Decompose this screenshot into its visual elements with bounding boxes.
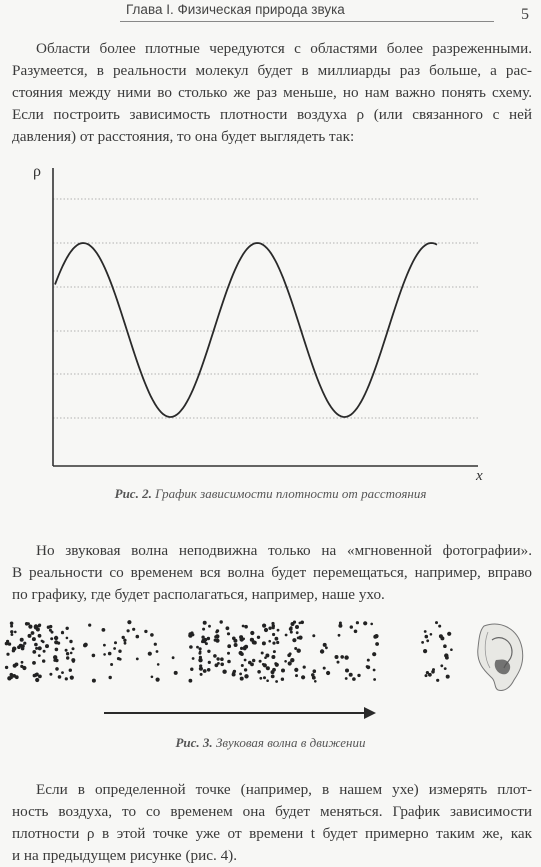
air-molecule-dot (227, 652, 230, 655)
air-molecule-dot (102, 628, 106, 632)
air-molecule-dot (35, 647, 38, 650)
air-molecule-dot (268, 627, 271, 630)
air-molecule-dot (157, 663, 160, 666)
air-molecule-dot (32, 637, 36, 641)
air-molecule-dot (119, 658, 122, 661)
air-molecule-dot (281, 678, 284, 681)
air-molecule-dot (261, 652, 264, 655)
air-molecule-dot (435, 621, 438, 624)
air-molecule-dot (356, 621, 359, 624)
air-molecule-dot (290, 658, 294, 662)
paragraph-line: и на предыдущем рисунке (рис. 4). (12, 847, 238, 864)
air-molecule-dot (271, 622, 274, 625)
caption-text: График зависимости плотности от расстояния (155, 486, 427, 501)
air-molecule-dot (27, 622, 30, 625)
air-molecule-dot (357, 674, 360, 677)
paragraph-line: давления) от расстояния, то она будет выглядеть так: (12, 128, 355, 145)
air-molecule-dot (174, 671, 178, 675)
air-molecule-dot (144, 630, 147, 633)
air-molecule-dot (103, 653, 106, 656)
air-molecule-dot (227, 632, 230, 635)
paragraph-line: В реальности со временем вся волна будет перемещаться, например, вправо (12, 564, 532, 581)
air-molecule-dot (208, 661, 211, 664)
air-molecule-dot (61, 631, 64, 634)
air-molecule-dot (189, 645, 193, 649)
air-molecule-dot (354, 630, 358, 634)
air-molecule-dot (372, 652, 376, 656)
air-molecule-dot (244, 645, 248, 649)
air-molecule-dot (424, 630, 427, 633)
air-molecule-dot (275, 637, 279, 641)
air-molecule-dot (313, 669, 317, 673)
air-molecule-dot (350, 625, 353, 628)
air-molecule-dot (45, 644, 49, 648)
air-molecule-dot (216, 629, 219, 632)
paragraph-line: Если в определенной точке (например, в нашем ухе) измерять плот- (36, 781, 532, 798)
air-molecule-dot (264, 656, 267, 659)
air-molecule-dot (192, 657, 195, 660)
air-molecule-dot (290, 631, 293, 634)
air-molecule-dot (205, 642, 208, 645)
air-molecule-dot (301, 675, 305, 679)
air-molecule-dot (214, 635, 217, 638)
caption-text: Звуковая волна в движении (215, 735, 366, 750)
air-molecule-dot (446, 675, 450, 679)
air-molecule-dot (363, 621, 367, 625)
air-molecules-dots (5, 620, 453, 683)
chart-gridlines (53, 199, 478, 418)
air-molecule-dot (259, 660, 262, 663)
air-molecule-dot (423, 649, 427, 653)
air-molecule-dot (345, 669, 349, 673)
air-molecule-dot (69, 669, 72, 672)
air-molecule-dot (240, 647, 243, 650)
air-molecule-dot (31, 631, 35, 635)
air-molecule-dot (8, 642, 11, 645)
air-molecule-dot (425, 674, 428, 677)
air-molecule-dot (251, 638, 254, 641)
air-molecule-dot (272, 668, 276, 672)
air-molecule-dot (109, 676, 112, 679)
air-molecule-dot (344, 655, 348, 659)
air-molecule-dot (20, 644, 23, 647)
air-molecule-dot (297, 649, 301, 653)
air-molecule-dot (122, 636, 125, 639)
air-molecule-dot (314, 680, 317, 683)
air-molecule-dot (199, 647, 202, 650)
air-molecule-dot (34, 643, 38, 647)
air-molecule-dot (266, 679, 269, 682)
air-molecule-dot (323, 667, 326, 670)
moving-sound-wave-figure (0, 618, 541, 698)
air-molecule-dot (296, 631, 299, 634)
air-molecule-dot (232, 637, 236, 641)
air-molecule-dot (248, 661, 252, 665)
air-molecule-dot (257, 670, 261, 674)
air-molecule-dot (294, 647, 297, 650)
air-molecule-dot (367, 659, 370, 662)
air-molecule-dot (32, 661, 36, 665)
air-molecule-dot (287, 654, 291, 658)
air-molecule-dot (426, 639, 429, 642)
air-molecule-dot (10, 625, 13, 628)
air-molecule-dot (43, 650, 46, 653)
air-molecule-dot (263, 676, 266, 679)
air-molecule-dot (202, 628, 205, 631)
air-molecule-dot (444, 667, 447, 670)
air-molecule-dot (34, 624, 38, 628)
air-molecule-dot (53, 655, 57, 659)
air-molecule-dot (295, 625, 299, 629)
figure-2-caption (0, 486, 541, 502)
air-molecule-dot (220, 657, 224, 661)
air-molecule-dot (72, 660, 75, 663)
air-molecule-dot (257, 636, 260, 639)
air-molecule-dot (262, 641, 266, 645)
air-molecule-dot (281, 669, 285, 673)
air-molecule-dot (263, 663, 267, 667)
air-molecule-dot (54, 636, 58, 640)
air-molecule-dot (268, 640, 271, 643)
air-molecule-dot (203, 669, 207, 673)
air-molecule-dot (284, 660, 287, 663)
air-molecule-dot (226, 626, 230, 630)
air-molecule-dot (198, 658, 202, 662)
air-molecule-dot (66, 652, 69, 655)
air-molecule-dot (244, 674, 248, 678)
air-molecule-dot (244, 659, 247, 662)
air-molecule-dot (337, 661, 340, 664)
air-molecule-dot (430, 633, 433, 636)
air-molecule-dot (272, 626, 275, 629)
air-molecule-dot (426, 671, 429, 674)
air-molecule-dot (65, 649, 68, 652)
air-molecule-dot (33, 674, 37, 678)
air-molecule-dot (5, 642, 9, 646)
air-molecule-dot (300, 621, 304, 625)
air-molecule-dot (291, 622, 295, 626)
air-molecule-dot (200, 673, 203, 676)
air-molecule-dot (204, 638, 208, 642)
air-molecule-dot (14, 631, 17, 634)
air-molecule-dot (55, 667, 59, 671)
direction-arrow (104, 712, 366, 714)
air-molecule-dot (272, 642, 275, 645)
air-molecule-dot (10, 630, 13, 633)
air-molecule-dot (196, 646, 199, 649)
air-molecule-dot (349, 673, 353, 677)
air-molecule-dot (92, 654, 96, 658)
air-molecule-dot (215, 639, 219, 643)
air-molecule-dot (450, 648, 453, 651)
chapter-title: Глава I. Физическая природа звука (126, 2, 345, 17)
air-molecule-dot (13, 664, 17, 668)
air-molecule-dot (38, 646, 42, 650)
air-molecule-dot (252, 659, 255, 662)
air-molecule-dot (271, 655, 275, 659)
air-molecule-dot (156, 650, 159, 653)
air-molecule-dot (438, 625, 441, 628)
paragraph-line: плотности ρ в этой точке уже от времени t будет примерно таким же, как (12, 825, 532, 842)
air-molecule-dot (289, 627, 293, 631)
air-molecule-dot (220, 620, 223, 623)
air-molecule-dot (51, 631, 54, 634)
density-wave-line (55, 243, 437, 417)
air-molecule-dot (222, 670, 226, 674)
air-molecule-dot (443, 644, 447, 648)
air-molecule-dot (259, 677, 262, 680)
paragraph-line: по графику, где будет располагаться, например, наше ухо. (12, 586, 385, 603)
air-molecule-dot (32, 650, 36, 654)
air-molecule-dot (10, 622, 14, 626)
air-molecule-dot (55, 648, 59, 652)
air-molecule-dot (294, 668, 298, 672)
air-molecule-dot (220, 663, 224, 667)
paragraph-1 (12, 38, 532, 148)
air-molecule-dot (124, 642, 127, 645)
air-molecule-dot (370, 623, 373, 626)
ear-icon (478, 624, 523, 690)
air-molecule-dot (12, 649, 15, 652)
air-molecule-dot (136, 635, 140, 639)
caption-label: Рис. 3. (175, 735, 213, 750)
air-molecule-dot (375, 642, 379, 646)
air-molecule-dot (244, 625, 248, 629)
air-molecule-dot (72, 647, 75, 650)
air-molecule-dot (232, 673, 236, 677)
air-molecule-dot (114, 641, 117, 644)
figure-3-caption (0, 735, 541, 751)
air-molecule-dot (421, 641, 424, 644)
air-molecule-dot (439, 634, 443, 638)
air-molecule-dot (285, 634, 288, 637)
air-molecule-dot (6, 653, 9, 656)
air-molecule-dot (276, 641, 279, 644)
air-molecule-dot (50, 637, 53, 640)
air-molecule-dot (61, 671, 64, 674)
air-molecule-dot (108, 652, 112, 656)
air-molecule-dot (241, 664, 244, 667)
air-molecule-dot (373, 669, 376, 672)
air-molecule-dot (110, 663, 113, 666)
air-molecule-dot (338, 634, 341, 637)
air-molecule-dot (136, 658, 139, 661)
density-distance-chart (0, 150, 541, 490)
air-molecule-dot (21, 661, 24, 664)
air-molecule-dot (69, 640, 72, 643)
air-molecule-dot (303, 666, 306, 669)
air-molecule-dot (217, 658, 220, 661)
air-molecule-dot (150, 633, 154, 637)
air-molecule-dot (66, 637, 69, 640)
paragraph-line: ность воздуха, то со временем она будет меняться. График зависимости (12, 803, 532, 820)
air-molecule-dot (38, 624, 41, 627)
air-molecule-dot (15, 675, 19, 679)
page-number: 5 (521, 6, 529, 23)
air-molecule-dot (227, 660, 231, 664)
air-molecule-dot (28, 634, 32, 638)
air-molecule-dot (66, 627, 69, 630)
air-molecule-dot (233, 670, 236, 673)
air-molecule-dot (190, 668, 193, 671)
air-molecule-dot (273, 650, 276, 653)
air-molecule-dot (431, 670, 435, 674)
air-molecule-dot (264, 628, 268, 632)
air-molecule-dot (266, 666, 270, 670)
air-molecule-dot (132, 628, 135, 631)
air-molecule-dot (23, 642, 26, 645)
air-molecule-dot (275, 663, 279, 667)
paragraph-line: стояния между ними во столько же раз меньше, но нам важно понять схему. (12, 84, 532, 101)
air-molecule-dot (154, 643, 157, 646)
header-rule (120, 21, 494, 22)
air-molecule-dot (103, 644, 106, 647)
air-molecule-dot (272, 633, 275, 636)
air-molecule-dot (275, 680, 278, 683)
air-molecule-dot (292, 638, 296, 642)
air-molecule-dot (445, 656, 449, 660)
air-molecule-dot (191, 633, 194, 636)
air-molecule-dot (326, 671, 330, 675)
air-molecule-dot (373, 678, 376, 681)
air-molecule-dot (213, 654, 217, 658)
air-molecule-dot (425, 635, 429, 639)
air-molecule-dot (11, 633, 14, 636)
air-molecule-dot (5, 666, 8, 669)
air-molecule-dot (240, 677, 244, 681)
air-molecule-dot (298, 636, 302, 640)
air-molecule-dot (207, 668, 211, 672)
air-molecule-dot (440, 664, 443, 667)
air-molecule-dot (312, 676, 316, 680)
air-molecule-dot (127, 629, 130, 632)
air-molecule-dot (54, 640, 58, 644)
air-molecule-dot (436, 679, 439, 682)
air-molecule-dot (208, 625, 211, 628)
air-molecule-dot (199, 667, 203, 671)
air-molecule-dot (277, 629, 280, 632)
paragraph-line: Если построить зависимость плотности воздуха ρ (или связанного с ней (12, 106, 532, 123)
air-molecule-dot (244, 668, 247, 671)
air-molecule-dot (312, 634, 315, 637)
air-molecule-dot (447, 632, 451, 636)
air-molecule-dot (207, 650, 210, 653)
air-molecule-dot (242, 638, 245, 641)
air-molecule-dot (172, 656, 175, 659)
air-molecule-dot (127, 620, 131, 624)
air-molecule-dot (240, 652, 244, 656)
air-molecule-dot (47, 626, 50, 629)
air-molecule-dot (20, 665, 23, 668)
air-molecule-dot (203, 621, 207, 625)
air-molecule-dot (325, 646, 328, 649)
air-molecule-dot (70, 652, 73, 655)
air-molecule-dot (373, 635, 377, 639)
paragraph-2 (12, 540, 532, 606)
page-header (0, 0, 541, 30)
air-molecule-dot (234, 643, 238, 647)
air-molecule-dot (92, 679, 96, 683)
air-molecule-dot (20, 638, 24, 642)
air-molecule-dot (38, 634, 42, 638)
air-molecule-dot (366, 665, 369, 668)
air-molecule-dot (156, 678, 160, 682)
air-molecule-dot (118, 650, 121, 653)
air-molecule-dot (340, 655, 344, 659)
air-molecule-dot (65, 677, 68, 680)
air-molecule-dot (151, 676, 154, 679)
air-molecule-dot (189, 679, 193, 683)
air-molecule-dot (38, 675, 42, 679)
air-molecule-dot (199, 650, 202, 653)
air-molecule-dot (28, 625, 32, 629)
air-molecule-dot (35, 678, 39, 682)
air-molecule-dot (323, 643, 327, 647)
paragraph-3 (12, 779, 532, 867)
paragraph-line: Области более плотные чередуются с областями более разреженными. (36, 40, 532, 57)
air-molecule-dot (148, 652, 152, 656)
air-molecule-dot (84, 643, 88, 647)
air-molecule-dot (49, 673, 52, 676)
air-molecule-dot (217, 662, 220, 665)
arrow-head-icon (364, 707, 376, 719)
air-molecule-dot (250, 631, 254, 635)
air-molecule-dot (70, 676, 74, 680)
air-molecule-dot (123, 639, 126, 642)
air-molecule-dot (88, 624, 91, 627)
air-molecule-dot (352, 677, 356, 681)
air-molecule-dot (58, 675, 62, 679)
air-molecule-dot (338, 624, 342, 628)
paragraph-line: Разумеется, в реальности молекул будет в миллиарды раз больше, а рас- (12, 62, 532, 79)
air-molecule-dot (227, 644, 231, 648)
paragraph-line: Но звуковая волна неподвижна только на «мгновенной фотографии». (36, 542, 532, 559)
air-molecule-dot (38, 654, 41, 657)
caption-label: Рис. 2. (114, 486, 152, 501)
air-molecule-dot (271, 675, 275, 679)
air-molecule-dot (239, 673, 242, 676)
air-molecule-dot (252, 640, 256, 644)
air-molecule-dot (345, 677, 348, 680)
air-molecule-dot (320, 649, 324, 653)
air-molecule-dot (262, 624, 266, 628)
air-molecule-dot (335, 655, 339, 659)
air-molecule-dot (242, 625, 245, 628)
air-molecule-dot (41, 640, 44, 643)
air-molecule-dot (42, 659, 45, 662)
air-molecule-dot (113, 647, 116, 650)
y-axis-label: ρ (33, 163, 41, 180)
x-axis-label: x (476, 468, 483, 484)
air-molecule-dot (66, 656, 69, 659)
air-molecule-dot (295, 674, 298, 677)
